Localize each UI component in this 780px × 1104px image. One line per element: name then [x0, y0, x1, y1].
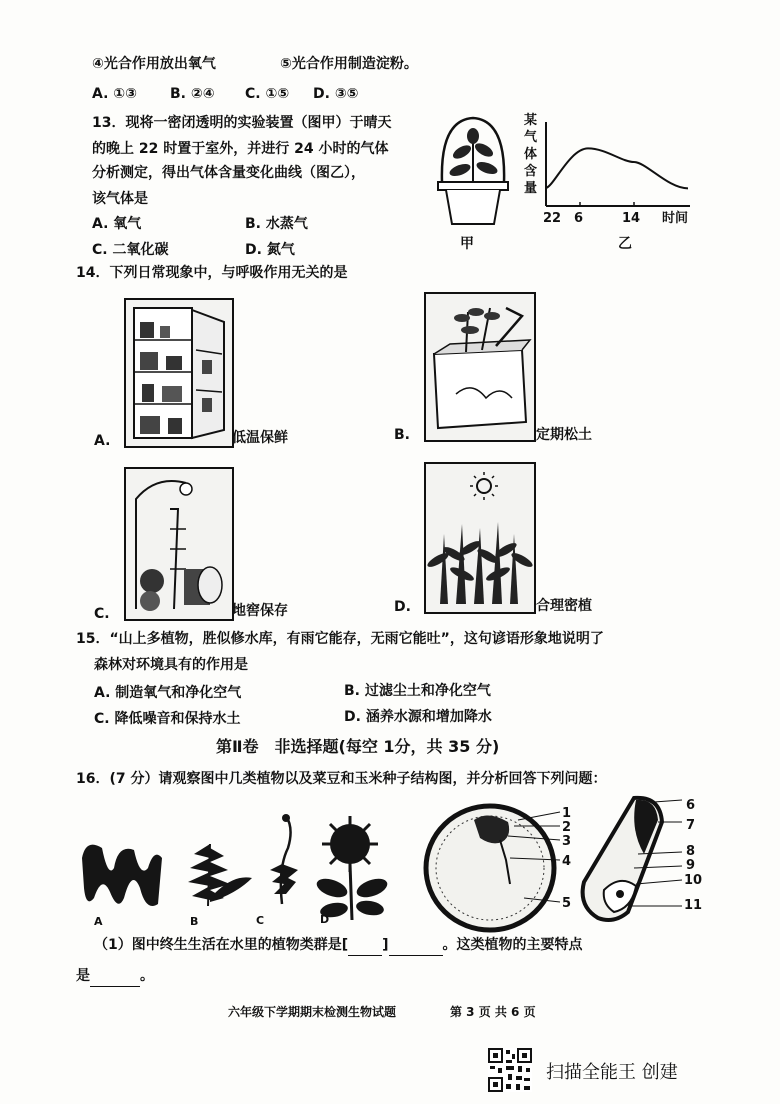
q12-option-d: D. ③⑤ [313, 86, 359, 102]
q14-a-letter: A. [94, 433, 111, 449]
corn-label-6: 6 [686, 798, 696, 813]
q14-c-caption: 地窖保存 [232, 603, 288, 619]
figure-jia-label: 甲 [460, 236, 474, 252]
q14-b-caption: 定期松土 [536, 427, 592, 443]
cellar-storage-image [124, 467, 234, 621]
q13-line2: 的晚上 22 时置于室外，并进行 24 小时的气体 [92, 141, 389, 157]
flowering-plant-icon [314, 816, 390, 920]
chart-ylabel: 某气体含量 [524, 113, 538, 196]
q12-option-c: C. ①⑤ [245, 86, 290, 102]
q14-c-letter: C. [94, 606, 110, 622]
q16-sub1-text-d: 是 [76, 968, 90, 984]
q15-line1: 15．“山上多植物，胜似修水库，有雨它能存，无雨它能吐”，这句谚语形象地说明了 [76, 631, 604, 647]
bean-label-1: 1 [562, 806, 572, 821]
q15-option-c: C. 降低噪音和保持水土 [94, 711, 241, 727]
q13-line1: 13．现将一密闭透明的实验装置（图甲）于晴天 [92, 115, 392, 131]
q16-answer-blank-3[interactable] [90, 966, 140, 987]
x-tick-22: 22 [543, 211, 562, 226]
x-tick-14: 14 [622, 211, 641, 226]
q14-d-letter: D. [394, 599, 411, 615]
bean-label-2: 2 [562, 820, 572, 835]
x-tick-6: 6 [574, 211, 584, 226]
corn-label-9: 9 [686, 858, 696, 873]
q16-sub1-line [94, 935, 583, 956]
corn-label-7: 7 [686, 818, 696, 833]
plant-groups-figure [74, 808, 404, 928]
q16-sub1-text-e: 。 [140, 968, 154, 984]
q13-line4: 该气体是 [92, 191, 148, 207]
q16-stem: 16．(7 分）请观察图中几类植物以及菜豆和玉米种子结构图，并分析回答下列问题： [76, 771, 607, 787]
plant-label-d: D [320, 913, 330, 926]
q16-sub1-text-a: （1）图中终生生活在水里的植物类群是[ [94, 937, 349, 953]
q14-stem: 14．下列日常现象中，与呼吸作用无关的是 [76, 265, 348, 281]
algae-icon [82, 845, 162, 906]
q15-option-b: B. 过滤尘土和净化空气 [344, 683, 491, 699]
figure-yi-label: 乙 [618, 236, 632, 252]
q16-answer-blank-2[interactable] [389, 935, 443, 956]
gas-curve-line [546, 148, 688, 188]
bean-label-4: 4 [562, 854, 572, 869]
moss-icon [270, 814, 298, 904]
scanner-watermark: 扫描全能王 创建 [546, 1062, 678, 1083]
footer-title: 六年级下学期期末检测生物试题 [228, 1005, 397, 1019]
q12-option-a: A. ①③ [92, 86, 137, 102]
plant-label-c: C [256, 914, 265, 927]
q13-option-c: C. 二氧化碳 [92, 242, 169, 258]
q16-answer-blank-1[interactable] [348, 935, 382, 956]
gas-content-chart [538, 118, 698, 218]
statement-4: ④光合作用放出氧气 [92, 56, 216, 72]
section-2-heading: 第Ⅱ卷 非选择题(每空 1分，共 35 分) [216, 737, 500, 756]
q16-sub1-text-c: 。这类植物的主要特点 [442, 937, 583, 953]
q16-sub1-text-b: ] [382, 937, 389, 953]
corn-label-10: 10 [684, 873, 703, 888]
bell-jar-plant-figure [432, 112, 514, 232]
corn-label-8: 8 [686, 844, 696, 859]
fern-icon [188, 844, 252, 906]
q13-option-a: A. 氧气 [92, 216, 142, 232]
bean-seed-diagram [414, 800, 584, 936]
chart-xlabel: 时间 [662, 211, 689, 226]
q15-option-d: D. 涵养水源和增加降水 [344, 709, 492, 725]
qr-code-icon [488, 1048, 532, 1092]
q13-option-b: B. 水蒸气 [245, 216, 308, 232]
corn-seed-diagram [574, 794, 686, 928]
bean-label-5: 5 [562, 896, 572, 911]
q13-option-d: D. 氮气 [245, 242, 295, 258]
q14-b-letter: B. [394, 427, 410, 443]
plant-label-b: B [190, 915, 199, 928]
q14-a-caption: 低温保鲜 [232, 430, 288, 446]
q15-line2: 森林对环境具有的作用是 [94, 657, 248, 673]
statement-5: ⑤光合作用制造淀粉。 [280, 56, 418, 72]
q14-d-caption: 合理密植 [536, 598, 592, 614]
refrigerator-image [124, 298, 234, 448]
corn-label-11: 11 [684, 898, 703, 913]
q13-line3: 分析测定，得出气体含量变化曲线（图乙）， [92, 165, 365, 181]
bean-label-3: 3 [562, 834, 572, 849]
q15-option-a: A. 制造氧气和净化空气 [94, 685, 242, 701]
plant-label-a: A [94, 915, 103, 928]
q12-option-b: B. ②④ [170, 86, 215, 102]
loosen-soil-image [424, 292, 536, 442]
q16-sub1-line2 [76, 966, 154, 987]
dense-planting-image [424, 462, 536, 614]
footer-page-number: 第 3 页 共 6 页 [450, 1005, 536, 1019]
